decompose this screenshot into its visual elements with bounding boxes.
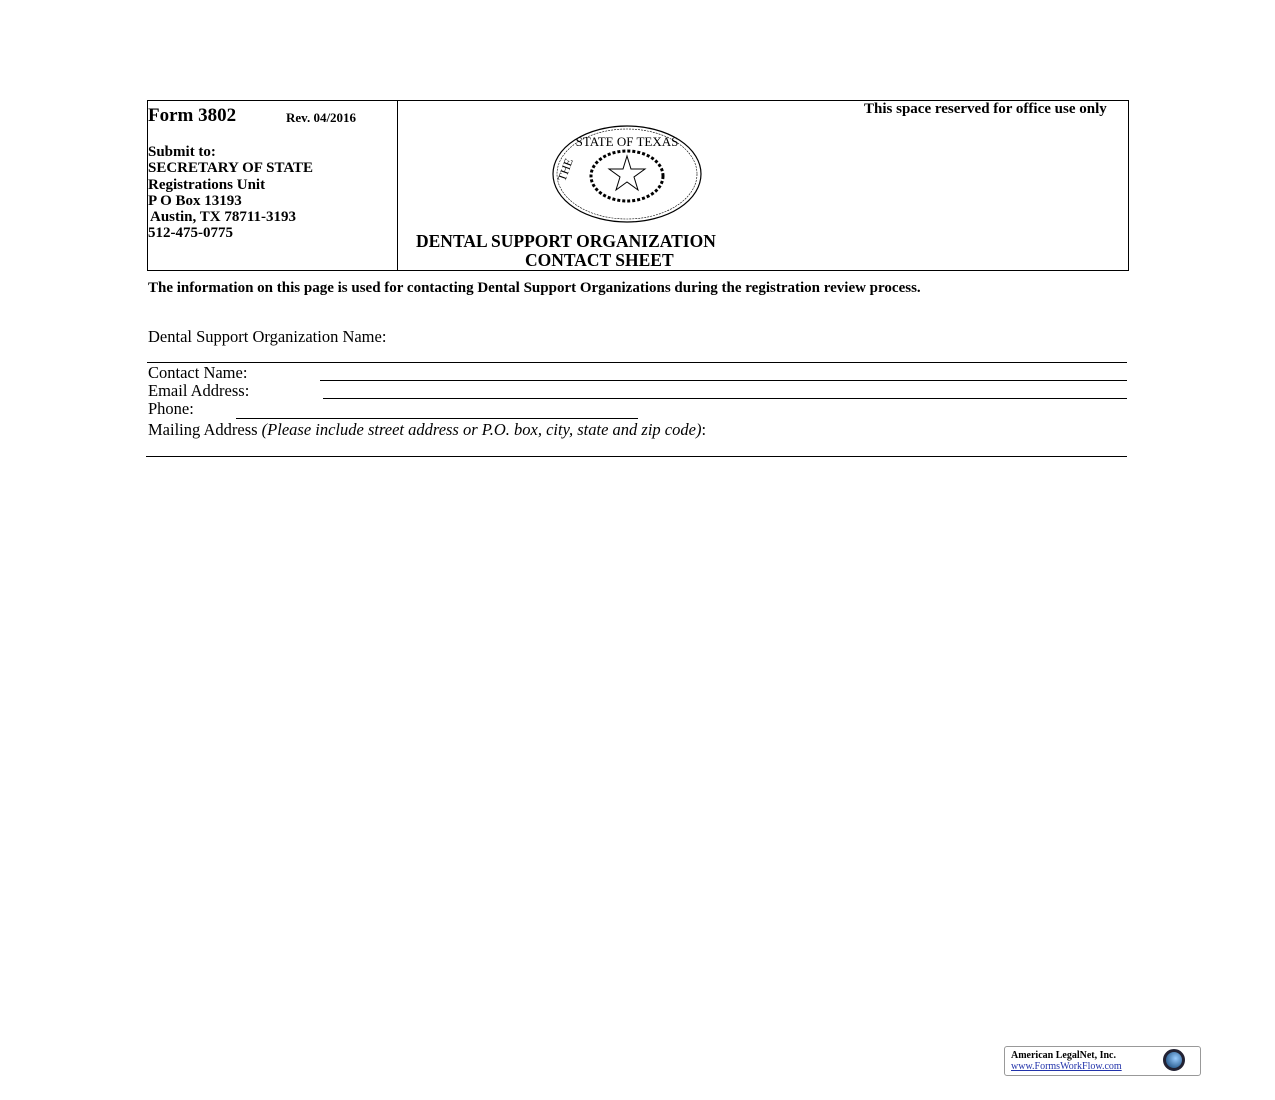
revision: Rev. 04/2016	[286, 110, 357, 125]
email-label: Email Address:	[148, 381, 250, 400]
office-use-note: This space reserved for office use only	[864, 101, 1107, 117]
address-line: Austin, TX 78711-3193	[150, 209, 297, 226]
intro-text: The information on this page is used for contacting Dental Support Organizations during the registration review process.	[148, 280, 921, 296]
contact-name-label: Contact Name:	[148, 363, 248, 382]
org-name-field[interactable]	[147, 362, 1127, 363]
address-line: P O Box 13193	[148, 192, 242, 209]
footer-badge	[1004, 1046, 1201, 1076]
mailing-colon: :	[701, 420, 707, 439]
footer-company: American LegalNet, Inc.	[1011, 1050, 1116, 1061]
phone-field[interactable]	[236, 418, 638, 419]
mailing-address-label	[148, 420, 706, 440]
phone-number: 512-475-0775	[148, 225, 233, 242]
header-divider	[397, 100, 398, 270]
address-line: SECRETARY OF STATE	[148, 160, 314, 177]
org-name-label: Dental Support Organization Name:	[148, 327, 387, 346]
contact-name-field[interactable]	[320, 380, 1127, 381]
form-title-line2: CONTACT SHEET	[525, 250, 674, 270]
mailing-hint: (Please include street address or P.O. box, city, state and zip code)	[261, 420, 702, 439]
globe-logo-icon	[1163, 1049, 1185, 1071]
texas-state-seal	[551, 124, 703, 224]
email-field[interactable]	[323, 398, 1127, 399]
mailing-label: Mailing Address	[148, 420, 258, 439]
svg-text:STATE OF TEXAS: STATE OF TEXAS	[575, 134, 679, 149]
submit-to	[148, 144, 313, 242]
form-number: Form 3802	[148, 105, 237, 126]
address-line: Registrations Unit	[148, 176, 266, 193]
svg-text:THE: THE	[554, 156, 576, 184]
mailing-address-field[interactable]	[146, 456, 1127, 457]
phone-label: Phone:	[148, 399, 194, 418]
submit-to-label: Submit to:	[148, 144, 216, 160]
form-title-line1: DENTAL SUPPORT ORGANIZATION	[416, 231, 716, 251]
footer-link[interactable]: www.FormsWorkFlow.com	[1011, 1061, 1122, 1072]
